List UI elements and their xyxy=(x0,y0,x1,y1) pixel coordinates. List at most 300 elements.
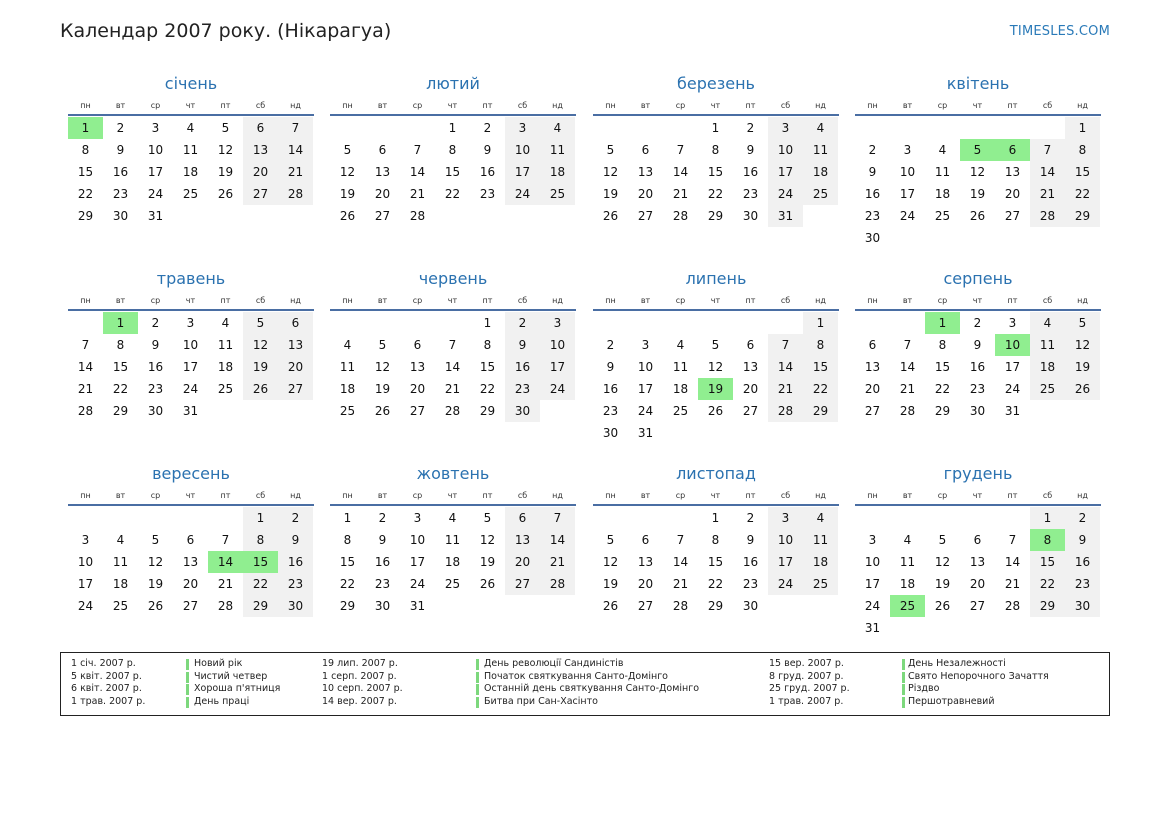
day-cell: 26 xyxy=(1065,378,1100,400)
day-cell: 4 xyxy=(938,143,947,157)
weekday-header xyxy=(68,99,314,113)
day-cell: 22 xyxy=(479,382,496,396)
month-name: вересень xyxy=(152,464,230,483)
weekday-label: сб xyxy=(780,101,791,110)
header-divider xyxy=(593,504,839,506)
day-grid xyxy=(855,312,1101,422)
holiday-day-cell: 25 xyxy=(890,595,925,617)
weekday-label: вт xyxy=(640,491,651,500)
day-cell: 9 xyxy=(746,143,755,157)
weekday-label: пн xyxy=(80,491,91,500)
legend-marker xyxy=(902,697,905,708)
day-cell: 29 xyxy=(803,400,838,422)
empty-cell xyxy=(103,507,138,529)
day-cell: 3 xyxy=(768,117,803,139)
month-name: березень xyxy=(677,74,755,93)
weekday-header xyxy=(855,489,1101,503)
day-cell: 15 xyxy=(803,356,838,378)
day-cell: 14 xyxy=(540,529,575,551)
day-cell: 24 xyxy=(864,599,881,613)
weekday-label: пн xyxy=(342,101,353,110)
day-cell: 4 xyxy=(116,533,125,547)
weekday-label: ср xyxy=(937,491,948,500)
day-cell: 18 xyxy=(217,360,234,374)
holiday-day-cell: 14 xyxy=(208,551,243,573)
day-cell: 27 xyxy=(637,209,654,223)
day-cell: 10 xyxy=(864,555,881,569)
day-cell: 20 xyxy=(182,577,199,591)
weekday-label: нд xyxy=(815,101,826,110)
day-cell: 8 xyxy=(483,338,492,352)
weekday-label: сб xyxy=(517,491,528,500)
day-cell: 17 xyxy=(182,360,199,374)
legend-holiday-name: Останній день святкування Санто-Домінго xyxy=(484,683,700,695)
day-cell: 18 xyxy=(1030,356,1065,378)
weekday-label: пн xyxy=(342,491,353,500)
day-cell: 19 xyxy=(934,577,951,591)
day-cell: 21 xyxy=(444,382,461,396)
day-cell: 18 xyxy=(803,161,838,183)
day-cell: 16 xyxy=(505,356,540,378)
day-cell: 4 xyxy=(186,121,195,135)
month-block xyxy=(855,269,1101,422)
day-cell: 4 xyxy=(343,338,352,352)
month-name: листопад xyxy=(676,464,756,483)
day-cell: 5 xyxy=(151,533,160,547)
day-cell: 11 xyxy=(803,139,838,161)
day-cell: 15 xyxy=(1030,551,1065,573)
month-block xyxy=(330,74,576,227)
weekday-label: вт xyxy=(377,296,388,305)
day-cell: 2 xyxy=(973,316,982,330)
month-block xyxy=(855,464,1101,639)
day-cell: 17 xyxy=(637,382,654,396)
day-cell: 22 xyxy=(707,577,724,591)
legend-date: 1 трав. 2007 р. xyxy=(769,695,844,707)
day-cell: 11 xyxy=(934,165,951,179)
day-cell: 25 xyxy=(112,599,129,613)
legend-date: 19 лип. 2007 р. xyxy=(322,658,398,669)
day-cell: 23 xyxy=(602,404,619,418)
weekday-label: нд xyxy=(552,296,563,305)
day-cell: 24 xyxy=(409,577,426,591)
weekday-label: нд xyxy=(1077,101,1088,110)
weekday-label: пт xyxy=(745,101,756,110)
day-cell: 3 xyxy=(540,312,575,334)
day-cell: 14 xyxy=(672,165,689,179)
empty-cell xyxy=(960,117,995,139)
weekday-label: чт xyxy=(972,491,983,500)
day-cell: 3 xyxy=(151,121,160,135)
day-cell: 26 xyxy=(602,599,619,613)
day-cell: 11 xyxy=(672,360,689,374)
day-grid xyxy=(855,507,1101,639)
day-cell: 9 xyxy=(973,338,982,352)
day-cell: 20 xyxy=(409,382,426,396)
weekday-label: пн xyxy=(80,296,91,305)
day-cell: 30 xyxy=(374,599,391,613)
day-cell: 15 xyxy=(339,555,356,569)
day-cell: 21 xyxy=(768,378,803,400)
day-cell: 20 xyxy=(243,161,278,183)
day-cell: 27 xyxy=(1004,209,1021,223)
day-cell: 22 xyxy=(934,382,951,396)
day-grid xyxy=(330,117,576,227)
day-cell: 4 xyxy=(540,117,575,139)
day-cell: 25 xyxy=(217,382,234,396)
day-cell: 3 xyxy=(903,143,912,157)
day-cell: 22 xyxy=(1065,183,1100,205)
legend-holiday-name: День праці xyxy=(194,695,250,707)
day-cell: 21 xyxy=(1004,577,1021,591)
day-cell: 1 xyxy=(1030,507,1065,529)
legend-date: 10 серп. 2007 р. xyxy=(322,683,403,695)
day-cell: 27 xyxy=(742,404,759,418)
day-grid xyxy=(330,312,576,422)
weekday-label: сб xyxy=(255,296,266,305)
weekday-label: ср xyxy=(150,491,161,500)
day-cell: 30 xyxy=(112,209,129,223)
day-cell: 8 xyxy=(448,143,457,157)
day-cell: 3 xyxy=(505,117,540,139)
weekday-label: пт xyxy=(1007,491,1018,500)
day-cell: 8 xyxy=(243,529,278,551)
day-cell: 10 xyxy=(540,334,575,356)
month-name: травень xyxy=(156,269,226,288)
weekday-label: сб xyxy=(517,101,528,110)
day-cell: 16 xyxy=(742,165,759,179)
day-grid xyxy=(68,117,314,227)
day-cell: 24 xyxy=(768,183,803,205)
empty-cell xyxy=(138,507,173,529)
legend-marker xyxy=(476,684,479,695)
day-cell: 9 xyxy=(606,360,615,374)
day-cell: 25 xyxy=(540,183,575,205)
day-cell: 23 xyxy=(1065,573,1100,595)
weekday-label: чт xyxy=(710,296,721,305)
weekday-label: ср xyxy=(150,296,161,305)
day-cell: 26 xyxy=(243,378,278,400)
empty-cell xyxy=(663,507,698,529)
day-cell: 12 xyxy=(602,555,619,569)
empty-cell xyxy=(628,312,663,334)
day-cell: 13 xyxy=(637,555,654,569)
day-cell: 29 xyxy=(1065,205,1100,227)
day-cell: 30 xyxy=(864,231,881,245)
day-cell: 19 xyxy=(602,577,619,591)
weekday-header xyxy=(593,99,839,113)
day-cell: 13 xyxy=(374,165,391,179)
day-cell: 23 xyxy=(742,577,759,591)
day-cell: 16 xyxy=(479,165,496,179)
header-divider xyxy=(855,309,1101,311)
month-name: жовтень xyxy=(416,464,490,483)
day-cell: 20 xyxy=(637,187,654,201)
day-cell: 25 xyxy=(182,187,199,201)
day-cell: 28 xyxy=(77,404,94,418)
day-cell: 8 xyxy=(81,143,90,157)
weekday-label: ср xyxy=(675,491,686,500)
day-cell: 1 xyxy=(483,316,492,330)
day-cell: 8 xyxy=(343,533,352,547)
day-cell: 6 xyxy=(868,338,877,352)
day-cell: 20 xyxy=(374,187,391,201)
day-cell: 24 xyxy=(899,209,916,223)
day-cell: 21 xyxy=(672,577,689,591)
weekday-label: пн xyxy=(867,491,878,500)
day-cell: 17 xyxy=(77,577,94,591)
empty-cell xyxy=(925,507,960,529)
page-title: Календар 2007 року. (Нікарагуа) xyxy=(60,20,392,42)
day-cell: 30 xyxy=(278,595,313,617)
legend-marker xyxy=(902,659,905,670)
weekday-header xyxy=(68,294,314,308)
day-cell: 14 xyxy=(278,139,313,161)
day-cell: 26 xyxy=(969,209,986,223)
day-cell: 21 xyxy=(672,187,689,201)
day-cell: 1 xyxy=(1065,117,1100,139)
day-cell: 22 xyxy=(707,187,724,201)
day-cell: 5 xyxy=(343,143,352,157)
empty-cell xyxy=(890,117,925,139)
day-cell: 26 xyxy=(479,577,496,591)
day-cell: 22 xyxy=(243,573,278,595)
day-cell: 2 xyxy=(1065,507,1100,529)
day-cell: 10 xyxy=(409,533,426,547)
day-cell: 23 xyxy=(479,187,496,201)
day-cell: 7 xyxy=(413,143,422,157)
day-cell: 29 xyxy=(707,209,724,223)
day-cell: 27 xyxy=(243,183,278,205)
day-cell: 23 xyxy=(147,382,164,396)
legend-date: 25 груд. 2007 р. xyxy=(769,683,850,695)
day-cell: 24 xyxy=(1004,382,1021,396)
empty-cell xyxy=(890,312,925,334)
day-grid xyxy=(593,117,839,227)
day-cell: 25 xyxy=(1030,378,1065,400)
weekday-label: ср xyxy=(675,101,686,110)
legend-date: 1 трав. 2007 р. xyxy=(71,695,146,707)
day-cell: 11 xyxy=(899,555,916,569)
day-cell: 23 xyxy=(505,378,540,400)
day-cell: 12 xyxy=(1065,334,1100,356)
legend-holiday-name: Битва при Сан-Хасінто xyxy=(484,695,598,707)
header-divider xyxy=(593,309,839,311)
holiday-day-cell: 5 xyxy=(960,139,995,161)
day-cell: 7 xyxy=(1030,139,1065,161)
empty-cell xyxy=(593,117,628,139)
header-divider xyxy=(68,309,314,311)
empty-cell xyxy=(365,117,400,139)
day-grid xyxy=(593,312,839,444)
day-cell: 29 xyxy=(243,595,278,617)
legend-holiday-name: Свято Непорочного Зачаття xyxy=(908,670,1049,682)
header-divider xyxy=(330,114,576,116)
day-cell: 31 xyxy=(1004,404,1021,418)
holiday-day-cell: 15 xyxy=(243,551,278,573)
day-cell: 2 xyxy=(378,511,387,525)
legend-marker xyxy=(902,672,905,683)
day-cell: 13 xyxy=(1004,165,1021,179)
empty-cell xyxy=(68,507,103,529)
day-cell: 7 xyxy=(221,533,230,547)
holiday-day-cell: 1 xyxy=(68,117,103,139)
day-cell: 14 xyxy=(899,360,916,374)
day-cell: 26 xyxy=(934,599,951,613)
month-name: квітень xyxy=(946,74,1010,93)
day-cell: 19 xyxy=(374,382,391,396)
day-cell: 12 xyxy=(969,165,986,179)
weekday-label: пн xyxy=(605,491,616,500)
holiday-day-cell: 8 xyxy=(1030,529,1065,551)
day-cell: 12 xyxy=(243,334,278,356)
weekday-label: чт xyxy=(710,491,721,500)
day-cell: 29 xyxy=(934,404,951,418)
day-cell: 30 xyxy=(742,599,759,613)
empty-cell xyxy=(628,117,663,139)
day-cell: 15 xyxy=(707,555,724,569)
month-block xyxy=(593,464,839,617)
day-cell: 21 xyxy=(278,161,313,183)
day-cell: 25 xyxy=(444,577,461,591)
day-cell: 12 xyxy=(707,360,724,374)
day-cell: 26 xyxy=(339,209,356,223)
day-cell: 31 xyxy=(637,426,654,440)
brand-link[interactable]: TIMESLES.COM xyxy=(1009,24,1110,39)
weekday-label: сб xyxy=(1042,296,1053,305)
day-cell: 18 xyxy=(803,551,838,573)
day-cell: 10 xyxy=(637,360,654,374)
day-cell: 4 xyxy=(1030,312,1065,334)
day-cell: 10 xyxy=(768,139,803,161)
day-cell: 14 xyxy=(1004,555,1021,569)
day-cell: 19 xyxy=(1065,356,1100,378)
weekday-header xyxy=(593,294,839,308)
day-cell: 5 xyxy=(483,511,492,525)
weekday-label: пт xyxy=(220,101,231,110)
weekday-header xyxy=(330,99,576,113)
day-cell: 14 xyxy=(409,165,426,179)
day-cell: 15 xyxy=(479,360,496,374)
day-cell: 15 xyxy=(77,165,94,179)
day-cell: 21 xyxy=(77,382,94,396)
day-cell: 24 xyxy=(768,573,803,595)
day-cell: 3 xyxy=(81,533,90,547)
day-cell: 1 xyxy=(448,121,457,135)
month-name: липень xyxy=(685,269,747,288)
day-cell: 8 xyxy=(803,334,838,356)
day-cell: 3 xyxy=(768,507,803,529)
day-cell: 30 xyxy=(147,404,164,418)
day-cell: 17 xyxy=(147,165,164,179)
day-cell: 23 xyxy=(969,382,986,396)
day-cell: 19 xyxy=(969,187,986,201)
day-cell: 26 xyxy=(707,404,724,418)
day-cell: 4 xyxy=(803,117,838,139)
day-cell: 28 xyxy=(672,599,689,613)
day-cell: 21 xyxy=(899,382,916,396)
day-cell: 17 xyxy=(540,356,575,378)
day-grid xyxy=(855,117,1101,249)
day-cell: 7 xyxy=(676,143,685,157)
weekday-label: пн xyxy=(867,296,878,305)
weekday-label: чт xyxy=(185,101,196,110)
day-cell: 16 xyxy=(602,382,619,396)
day-cell: 5 xyxy=(711,338,720,352)
day-cell: 13 xyxy=(409,360,426,374)
day-cell: 13 xyxy=(637,165,654,179)
day-cell: 11 xyxy=(540,139,575,161)
day-cell: 12 xyxy=(339,165,356,179)
day-cell: 5 xyxy=(221,121,230,135)
day-cell: 28 xyxy=(409,209,426,223)
day-cell: 29 xyxy=(707,599,724,613)
day-cell: 12 xyxy=(147,555,164,569)
day-cell: 25 xyxy=(803,573,838,595)
day-cell: 7 xyxy=(903,338,912,352)
day-cell: 14 xyxy=(768,356,803,378)
day-cell: 9 xyxy=(378,533,387,547)
legend-marker xyxy=(476,697,479,708)
day-grid xyxy=(593,507,839,617)
weekday-label: чт xyxy=(710,101,721,110)
weekday-label: пт xyxy=(220,296,231,305)
day-cell: 16 xyxy=(374,555,391,569)
day-cell: 2 xyxy=(116,121,125,135)
weekday-label: нд xyxy=(290,491,301,500)
day-cell: 12 xyxy=(479,533,496,547)
day-cell: 27 xyxy=(505,573,540,595)
weekday-label: пн xyxy=(867,101,878,110)
day-cell: 16 xyxy=(864,187,881,201)
day-cell: 23 xyxy=(374,577,391,591)
day-cell: 15 xyxy=(112,360,129,374)
day-cell: 8 xyxy=(116,338,125,352)
empty-cell xyxy=(663,312,698,334)
day-cell: 20 xyxy=(742,382,759,396)
day-cell: 21 xyxy=(540,551,575,573)
day-cell: 26 xyxy=(217,187,234,201)
day-cell: 30 xyxy=(1065,595,1100,617)
header-divider xyxy=(68,114,314,116)
legend-marker xyxy=(476,672,479,683)
day-cell: 6 xyxy=(186,533,195,547)
holiday-day-cell: 1 xyxy=(103,312,138,334)
day-cell: 21 xyxy=(217,577,234,591)
day-cell: 28 xyxy=(1030,205,1065,227)
day-cell: 19 xyxy=(602,187,619,201)
day-cell: 7 xyxy=(768,334,803,356)
day-cell: 9 xyxy=(505,334,540,356)
weekday-label: чт xyxy=(185,491,196,500)
legend-date: 15 вер. 2007 р. xyxy=(769,658,844,669)
weekday-label: чт xyxy=(447,491,458,500)
day-cell: 23 xyxy=(112,187,129,201)
day-cell: 29 xyxy=(112,404,129,418)
day-cell: 31 xyxy=(864,621,881,635)
day-cell: 8 xyxy=(938,338,947,352)
day-cell: 14 xyxy=(672,555,689,569)
day-cell: 22 xyxy=(77,187,94,201)
day-cell: 25 xyxy=(672,404,689,418)
day-cell: 27 xyxy=(182,599,199,613)
day-cell: 26 xyxy=(602,209,619,223)
empty-cell xyxy=(960,507,995,529)
day-cell: 19 xyxy=(217,165,234,179)
day-cell: 21 xyxy=(1030,183,1065,205)
day-cell: 22 xyxy=(444,187,461,201)
weekday-label: ср xyxy=(675,296,686,305)
